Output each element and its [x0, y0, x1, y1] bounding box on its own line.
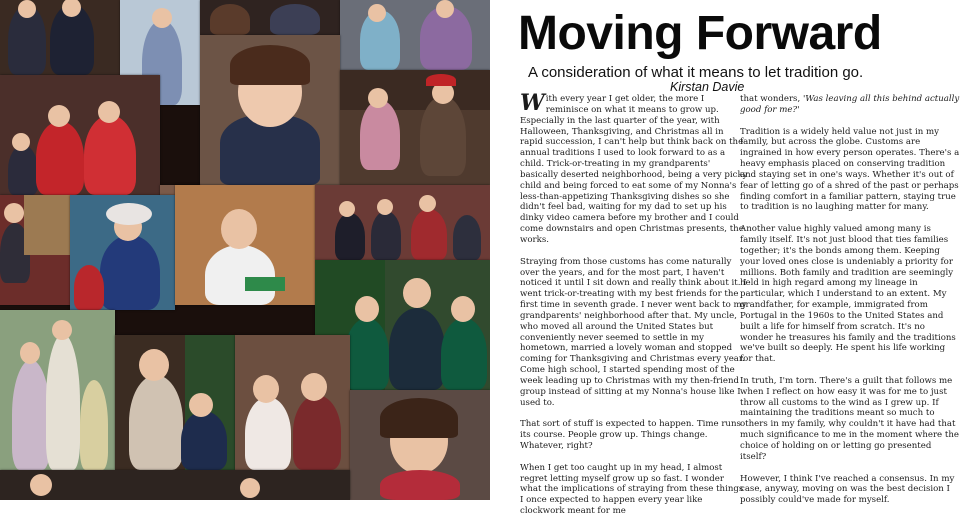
photo-toddler-portrait [200, 35, 340, 185]
paragraph-text: that wonders, [740, 94, 803, 104]
photo-mother-daughter [0, 75, 160, 195]
article-title: Moving Forward [518, 7, 882, 60]
article-column-left [520, 90, 748, 528]
paragraph: In truth, I'm torn. There's a guilt that follows me when I reflect on how easy it was for me to just throw all customs to the wind as I grew up. If maintaining the traditions meant so much to others in my family, why couldn't it have had that much significance to me in the moment where the choice of holding on or letting go presented itself? [740, 375, 959, 462]
photo-bottom-group [0, 470, 350, 500]
paragraph: That sort of stuff is expected to happen. Time runs its course. People grow up. Things change. Whatever, right? [520, 419, 741, 451]
photo-santa-hats-couch [340, 70, 490, 185]
paragraph: Another value highly valued among many is family itself. It's not just blood that ties families together; it's the bonds among them. Keeping your loved ones close is undeniably a priority for millions. Both family and tradition are seemingly held in high regard among my lineage in particular, which I understand to an extent. My grandfather, for example, immigrated from Portugal in the 1960s to the United States and built a life for himself from scratch. It's no wonder he treasures his family and the traditions we've built so deeply. He spent his life working for that. [740, 224, 956, 365]
paragraph: When I get too caught up in my head, I almost regret letting myself grow up so fast. I wonder what the implications of straying from these things I once expected to happen every year like clockwork meant for me [520, 462, 744, 517]
paragraph [520, 90, 748, 246]
paragraph: Straying from those customs has come naturally over the years, and for the most part, I haven't noticed it until I sit down and really think about it. I went trick-or-treating with my best friends for the first time in seventh grade. I never went back to my grandparents' neighborhood after that. My uncle, who moved all around the United States but conveniently never seemed to settle in my hometown, married a lovely woman and stopped coming for Thanksgiving and Christmas every year. Come high school, I started spending most of the week leading up to Christmas with my then-friend group instead of sitting at my Nonna's house like I used to. [520, 256, 747, 408]
article-author: Kirstan Davie [670, 80, 745, 94]
photo-boy-kitchen [175, 185, 315, 305]
paragraph-text: ith every year I get older, the more I reminisce on what it means to grow up. Especially in the last quarter of the year, with Halloween, Thanksgiving, and Christmas all in rapid succession, I can't help but think back on the annual traditions I used to look forward to as a child. Trick-or-treating in my grandparents' basically deserted neighborhood, being a very picky child and being forced to eat some of my Nonna's less-than-appetizing Thanksgiving dishes so she didn't feel bad, waiting for my dad to set up his dinky video camera before my brother and I could come downstairs and open Christmas presents, the works. [520, 94, 748, 245]
photo-garden-family [0, 310, 115, 470]
article-subtitle: A consideration of what it means to let tradition go. [528, 64, 864, 81]
photo-couple-formal [0, 0, 120, 75]
article-column-right [740, 94, 960, 517]
photo-family-christmas [315, 185, 490, 260]
quote-text: 'Was leaving all this behind actually good for me?' [740, 94, 960, 115]
paragraph [740, 94, 960, 116]
photo-kids-reading [235, 335, 350, 470]
paragraph: Tradition is a widely held value not just in my family, but across the globe. Customs are ingrained in how every person operates. There's a heavy emphasis placed on conserving tradition and staying set in one's ways. Whether it's out of fear of letting go of a shred of the past or perhaps finding comfort in a familiar pattern, staying true to tradition is no laughing matter for many. [740, 126, 960, 213]
photo-quilt [0, 195, 70, 305]
photo-sisters-tree [115, 335, 235, 470]
photo-family-dark [200, 0, 340, 35]
article-page [490, 0, 980, 517]
paragraph: However, I think I've reached a consensus. In my case, anyway, moving on was the best decision I possibly could've made for myself. [740, 473, 955, 506]
photo-american-costume [70, 195, 175, 310]
photo-smiling-girl [350, 390, 490, 500]
photo-kids-couch [340, 0, 490, 70]
photo-collage [0, 0, 490, 500]
drop-cap: W [520, 90, 545, 116]
